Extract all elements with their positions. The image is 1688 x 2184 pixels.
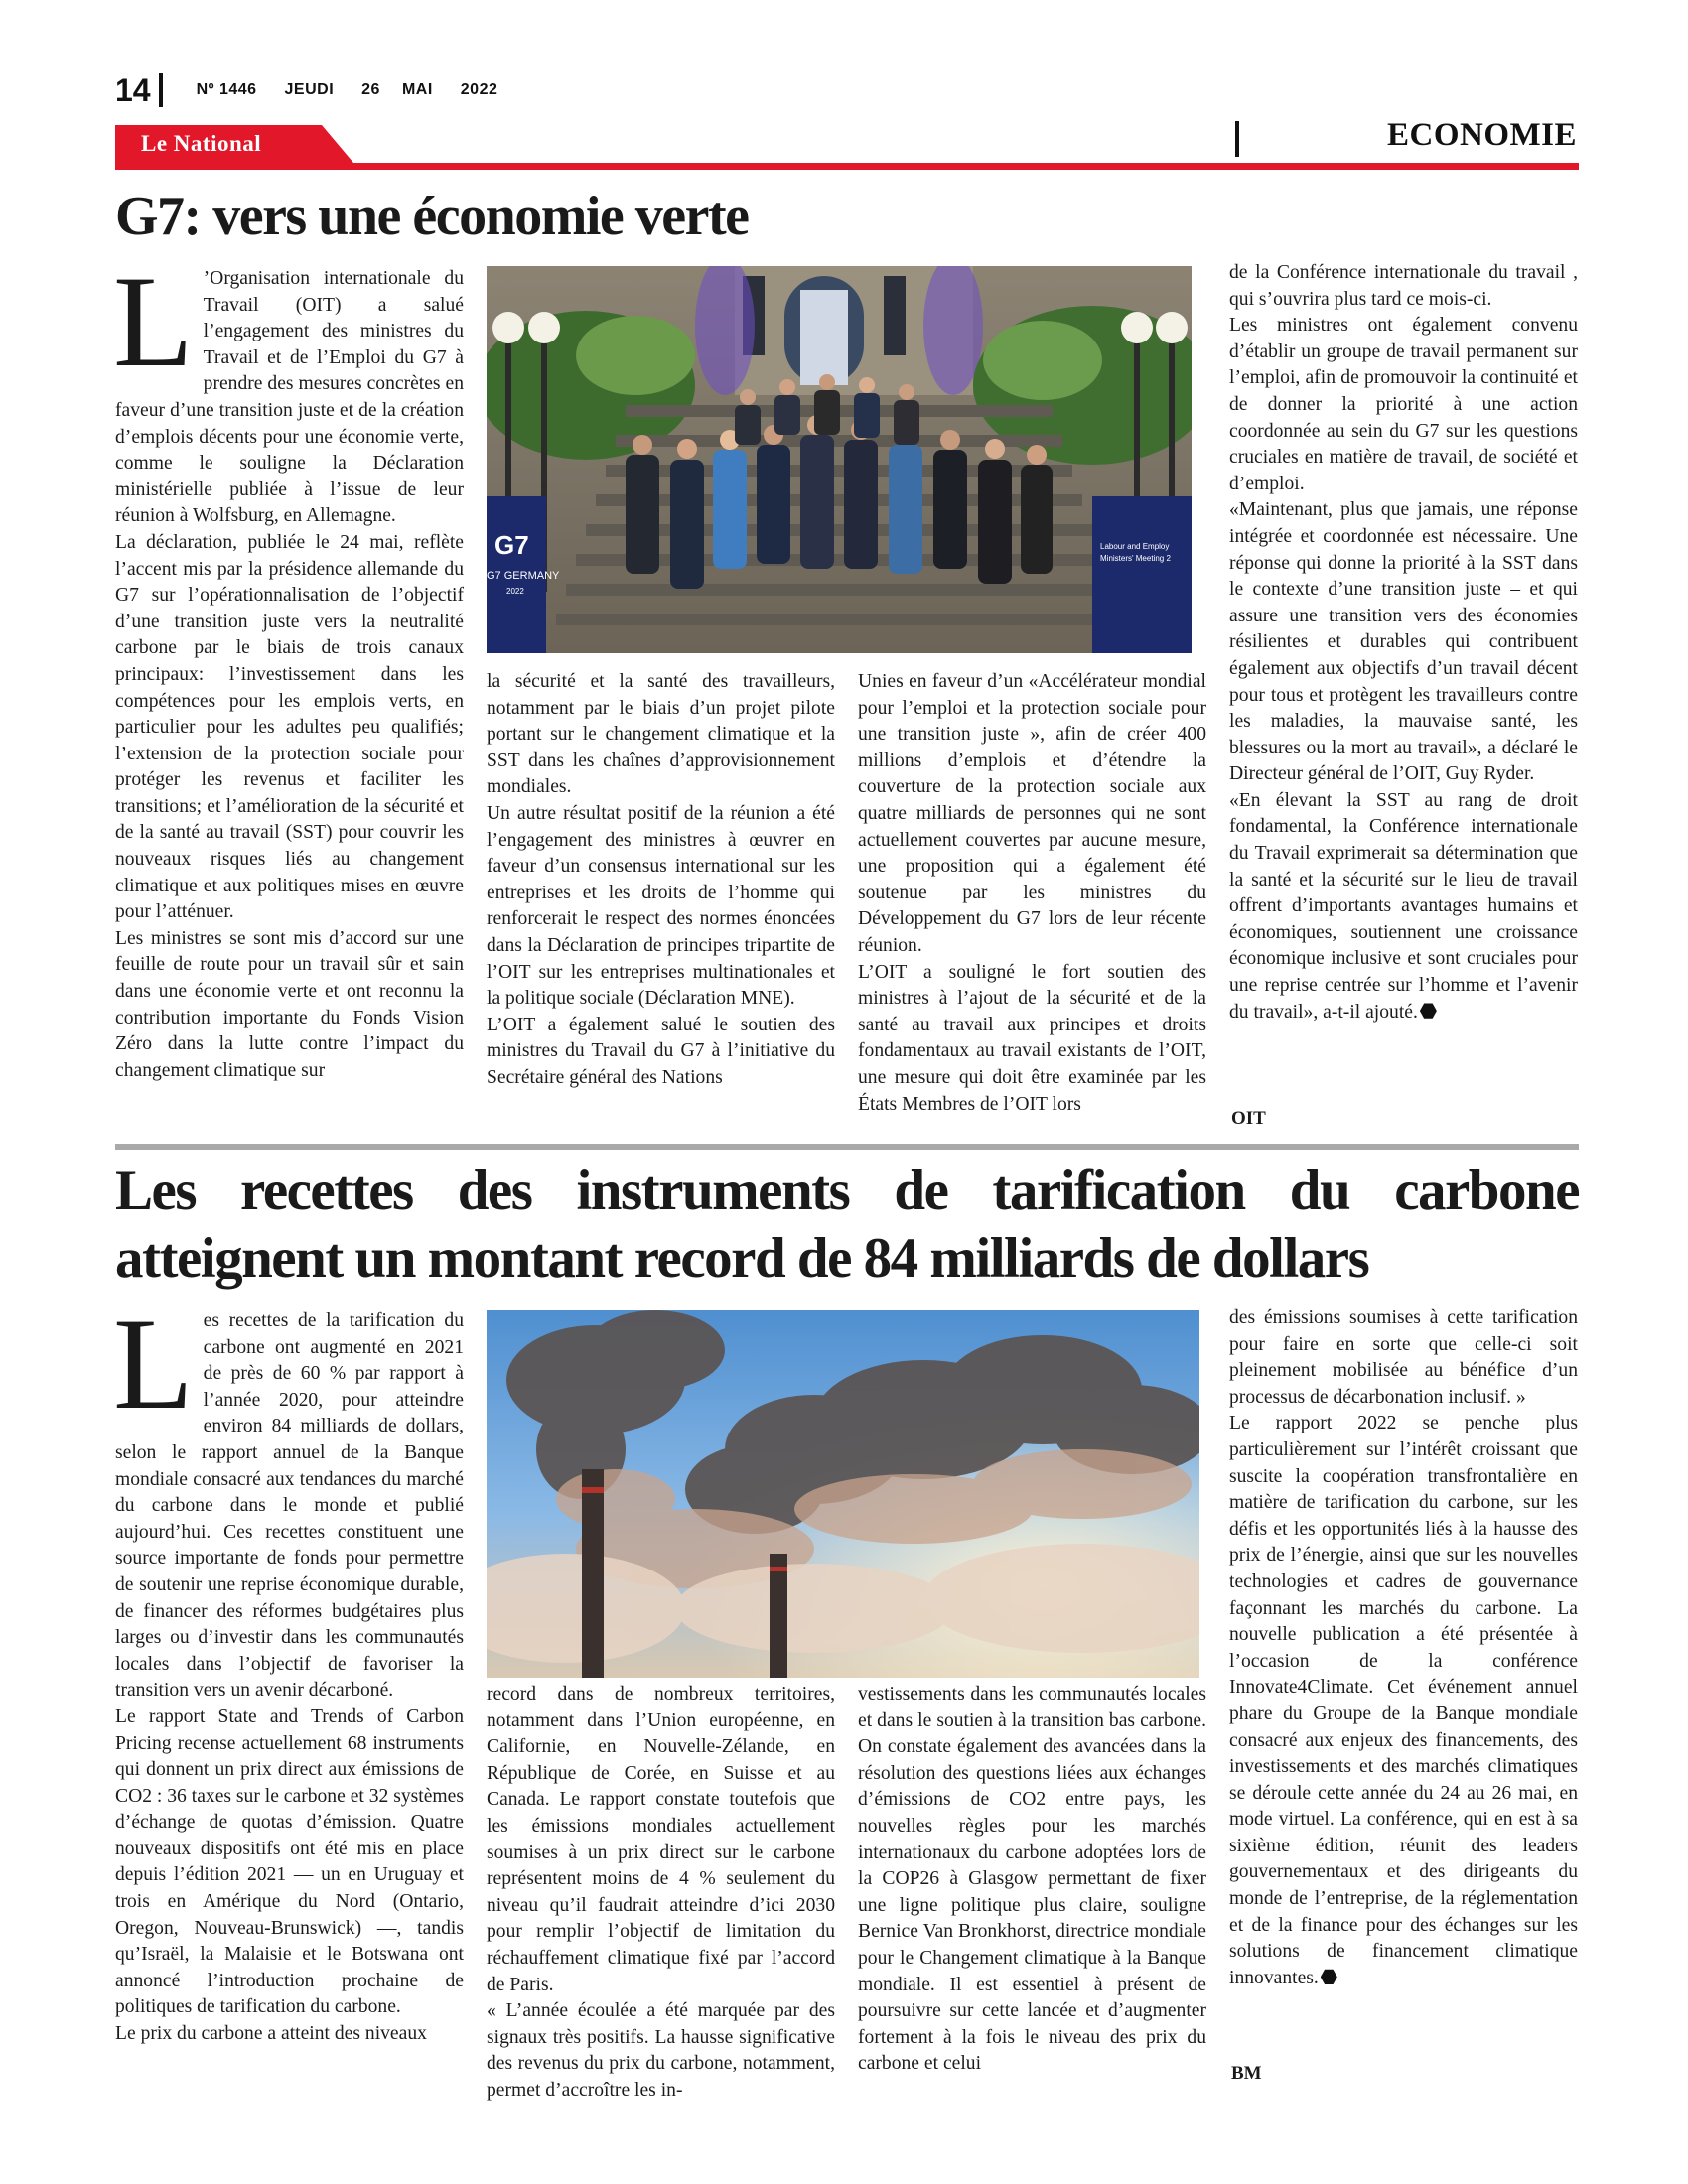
- brand-name: Le National: [141, 131, 262, 156]
- article2-col1-para: es recettes de la tarification du carbone ont augmenté en 2021 de près de 60 % par rapport à l’année 2020, pour atteindre environ 84 milliards de dollars, selon le rapport annuel de la Banque mondiale consacré aux tendances du marché du carbone dans le monde et publié aujourd’hui. Ces recettes constituent une source importante de fonds pour permettre de soutenir une reprise économique durable, de financer des réformes budgétaires plus larges ou d’investir dans les communautés locales dans l’objectif de favoriser la transition vers un avenir décarboné.: [115, 1310, 464, 1702]
- page-number-divider: [159, 73, 163, 107]
- article1-signature: OIT: [1231, 1108, 1266, 1129]
- section-divider: [1235, 121, 1239, 157]
- photo-sign-meeting-line1: Labour and Employ: [1100, 542, 1170, 551]
- article2-column-4: [1229, 1305, 1578, 1991]
- article2-col4-para: [1229, 1411, 1578, 1991]
- article1-col4-para: de la Conférence internationale du travail , qui s’ouvrira plus tard ce mois-ci.: [1229, 262, 1578, 310]
- article1-last-paragraph: «En élevant la SST au rang de droit fondamental, la Conférence internationale du Travail exprimerait sa détermination que la santé et la sécurité sur le lieu de travail offrent d’importants avantages humains et économiques, soutiennent une croissance économique inclusive et sont cruciales pour une reprise centrée sur l’homme et l’avenir du travail», a-t-il ajouté.: [1229, 789, 1578, 1023]
- article2-col2-para: « L’année écoulée a été marquée par des signaux très positifs. La hausse significative des revenus du prix du carbone, notamment, permet d’accroître les in-: [487, 2000, 835, 2101]
- photo-sign-meeting-line2: Ministers' Meeting 2: [1100, 554, 1171, 563]
- article1-col1-para: Les ministres se sont mis d’accord sur une feuille de route pour un travail sûr et sain dans une économie verte et ont reconnu la contribution importante du Fonds Vision Zéro dans la lutte contre l’impact du changement climatique sur: [115, 927, 464, 1081]
- article1-col3-para: Unies en faveur d’un «Accélérateur mondial pour l’emploi et la protection sociale pour une transition juste », afin de créer 400 millions d’emplois et d’étendre la couverture de la protection sociale aux quatre milliards de personnes qui ne sont actuellement couvertes par aucune mesure, une proposition qui a également été soutenue par les ministres du Développement du G7 lors de leur récente réunion.: [858, 671, 1206, 956]
- g7-photo-illustration: [487, 266, 1192, 653]
- article1-column-3: [858, 669, 1206, 1118]
- article1-column-2: [487, 669, 835, 1092]
- photo-sign-g7: G7: [494, 530, 529, 560]
- article2-col2-para: record dans de nombreux territoires, notamment dans l’Union européenne, en Californie, en Nouvelle-Zélande, en République de Corée, en Suisse et au Canada. Le rapport constate toutefois que les émissions mondiales actuellement soumises à un prix direct sur le carbone représentent moins de 4 % seulement du niveau qu’il faudrait atteindre d’ici 2030 pour remplir l’objectif de limitation du réchauffement climatique fixé par l’accord de Paris.: [487, 1684, 835, 1995]
- article2-headline: Les recettes des instruments de tarification du carbone atteignent un montant record de 84 milliards de dollars: [115, 1160, 1579, 1290]
- photo-sign-germany: G7 GERMANY: [487, 570, 560, 582]
- article1-col2-para: L’OIT a également salué le soutien des ministres du Travail du G7 à l’initiative du Secrétaire général des Nations: [487, 1014, 835, 1088]
- article2-col4-para: des émissions soumises à cette tarification pour faire en sorte que celle-ci soit pleinement mobilisée au bénéfice d’un processus de décarbonation inclusif. »: [1229, 1307, 1578, 1408]
- article1-col4-para: Les ministres ont également convenu d’établir un groupe de travail permanent sur l’emploi, afin de promouvoir la continuité et de donner la priorité à une action coordonnée au sein du G7 sur les questions cruciales en matière de travail, de société et d’emploi.: [1229, 315, 1578, 494]
- smokestacks-photo-illustration: [487, 1310, 1199, 1678]
- article1-col2-para: la sécurité et la santé des travailleurs, notamment par le biais d’un projet pilote portant sur le changement climatique et la SST dans les chaînes d’approvisionnement mondiales.: [487, 671, 835, 798]
- article1-column-4: [1229, 260, 1578, 1025]
- issue-date: 26: [361, 81, 380, 98]
- article2-column-2: [487, 1682, 835, 2105]
- issue-info: [197, 81, 526, 99]
- article2-col1-para: Le prix du carbone a atteint des niveaux: [115, 2023, 427, 2045]
- article2-drop-cap: L: [113, 1291, 194, 1436]
- article1-col1-para: La déclaration, publiée le 24 mai, reflète l’accent mis par la présidence allemande du G7 sur l’opérationnalisation de l’objectif d’une transition juste vers la neutralité carbone par le biais de trois canaux principaux: l’investissement dans les compétences pour les emplois verts, en particulier pour les adultes peu qualifiés; l’extension de la protection sociale pour protéger les revenus et faciliter les transitions; et l’amélioration de la sécurité et de la santé au travail (SST) pour couvrir les nouveaux risques liés au changement climatique et aux politiques mises en œuvre pour l’atténuer.: [115, 531, 464, 923]
- issue-year: 2022: [460, 81, 498, 98]
- issue-month: MAI: [401, 81, 433, 98]
- end-of-article-icon: [1321, 1969, 1337, 1985]
- article1-col2-para: Un autre résultat positif de la réunion a été l’engagement des ministres à œuvrer en faveur d’un consensus international sur les entreprises et les droits de l’homme qui renforcerait le respect des normes énoncées dans la Déclaration de principes tripartite de l’OIT sur les entreprises multinationales et la politique sociale (Déclaration MNE).: [487, 802, 835, 1010]
- section-name: ECONOMIE: [1386, 117, 1577, 153]
- page-number: 14: [115, 71, 151, 108]
- end-of-article-icon: [1420, 1003, 1437, 1020]
- article2-column-3: [858, 1682, 1206, 2078]
- article2-signature: BM: [1231, 2063, 1262, 2084]
- issue-number: Nº 1446: [196, 81, 257, 98]
- article2-last-paragraph: Le rapport 2022 se penche plus particulièrement sur l’intérêt croissant que suscite la coopération transfrontalière en matière de tarification du carbone, sur les défis et les opportunités liés à la hausse des prix de l’énergie, ainsi que sur les nouvelles technologies et cadres de gouvernance façonnant les marchés du carbone. La nouvelle publication a été présentée à l’occasion de la conférence Innovate4Climate. Cet événement annuel phare du Groupe de la Banque mondiale consacré aux enjeux des financements, des investissements et des marchés climatiques se déroule cette année du 24 au 26 mai, en mode virtuel. La conférence, qui en est à sa sixième édition, réunit des leaders gouvernementaux et des dirigeants du monde de l’entreprise, de la réglementation et de la finance pour des échanges sur les solutions de financement climatique innovantes.: [1229, 1413, 1578, 1988]
- article1-drop-cap: L: [113, 248, 194, 394]
- article1-headline: G7: vers une économie verte: [115, 186, 749, 247]
- article-divider: [115, 1144, 1579, 1150]
- g7-ministers-group-photo: [487, 266, 1192, 653]
- photo-sign-year: 2022: [506, 587, 524, 596]
- article1-col4-para: [1229, 788, 1578, 1025]
- article1-col1-para: ’Organisation internationale du Travail (OIT) a salué l’engagement des ministres du Travail et de l’Emploi du G7 à prendre des mesures concrètes en faveur d’une transition juste et de la création d’emplois décents pour une économie verte, comme le souligne la Déclaration ministérielle publiée à l’issue de leur réunion à Wolfsburg, en Allemagne.: [115, 268, 464, 527]
- article2-col3-para: vestissements dans les communautés locales et dans le soutien à la transition bas carbone. On constate également des avancées dans la résolution des questions liées aux échanges d’émissions de CO2 entre pays, les nouvelles règles pour les marchés internationaux du carbone adoptées lors de la COP26 à Glasgow permettant de fixer une ligne politique plus claire, souligne Bernice Van Bronkhorst, directrice mondiale pour le Changement climatique à la Banque mondiale. Il est essentiel à présent de poursuivre sur cette lancée et d’augmenter fortement à la fois le niveau des prix du carbone et celui: [858, 1684, 1206, 2075]
- article2-column-1: [113, 1291, 464, 2048]
- smokestacks-photo: [487, 1310, 1199, 1678]
- header-rule: [115, 163, 1579, 170]
- article1-col3-para: L’OIT a souligné le fort soutien des ministres à l’ajout de la sécurité et de la santé au travail aux principes et droits fondamentaux au travail existants de l’OIT, une mesure qui doit être examinée par les États Membres de l’OIT lors: [858, 961, 1206, 1115]
- article1-col4-para: «Maintenant, plus que jamais, une réponse intégrée et coordonnée est nécessaire. Une réponse qui donne la priorité à la SST dans le contexte d’une transition juste – et qui assure une transition vers des économies résilientes et durables qui contribuent également aux objectifs d’un travail décent pour tous et protègent les travailleurs contre les maladies, la mauvaise santé, les blessures ou la mort au travail», a déclaré le Directeur général de l’OIT, Guy Ryder.: [1229, 499, 1578, 785]
- masthead: [115, 66, 525, 115]
- issue-day: JEUDI: [284, 81, 335, 98]
- article1-column-1: [113, 248, 464, 1084]
- article2-col1-para: Le rapport State and Trends of Carbon Pricing recense actuellement 68 instruments qui donnent un prix direct aux émissions de CO2 : 36 taxes sur le carbone et 32 systèmes d’échange de quotas d’émission. Quatre nouveaux dispositifs ont été mis en place depuis l’édition 2021 — un en Uruguay et trois en Amérique du Nord (Ontario, Oregon, Nouveau-Brunswick) —, tandis qu’Israël, la Malaisie et le Botswana ont annoncé l’introduction prochaine de politiques de tarification du carbone.: [115, 1706, 464, 2018]
- brand-tab: [115, 125, 353, 163]
